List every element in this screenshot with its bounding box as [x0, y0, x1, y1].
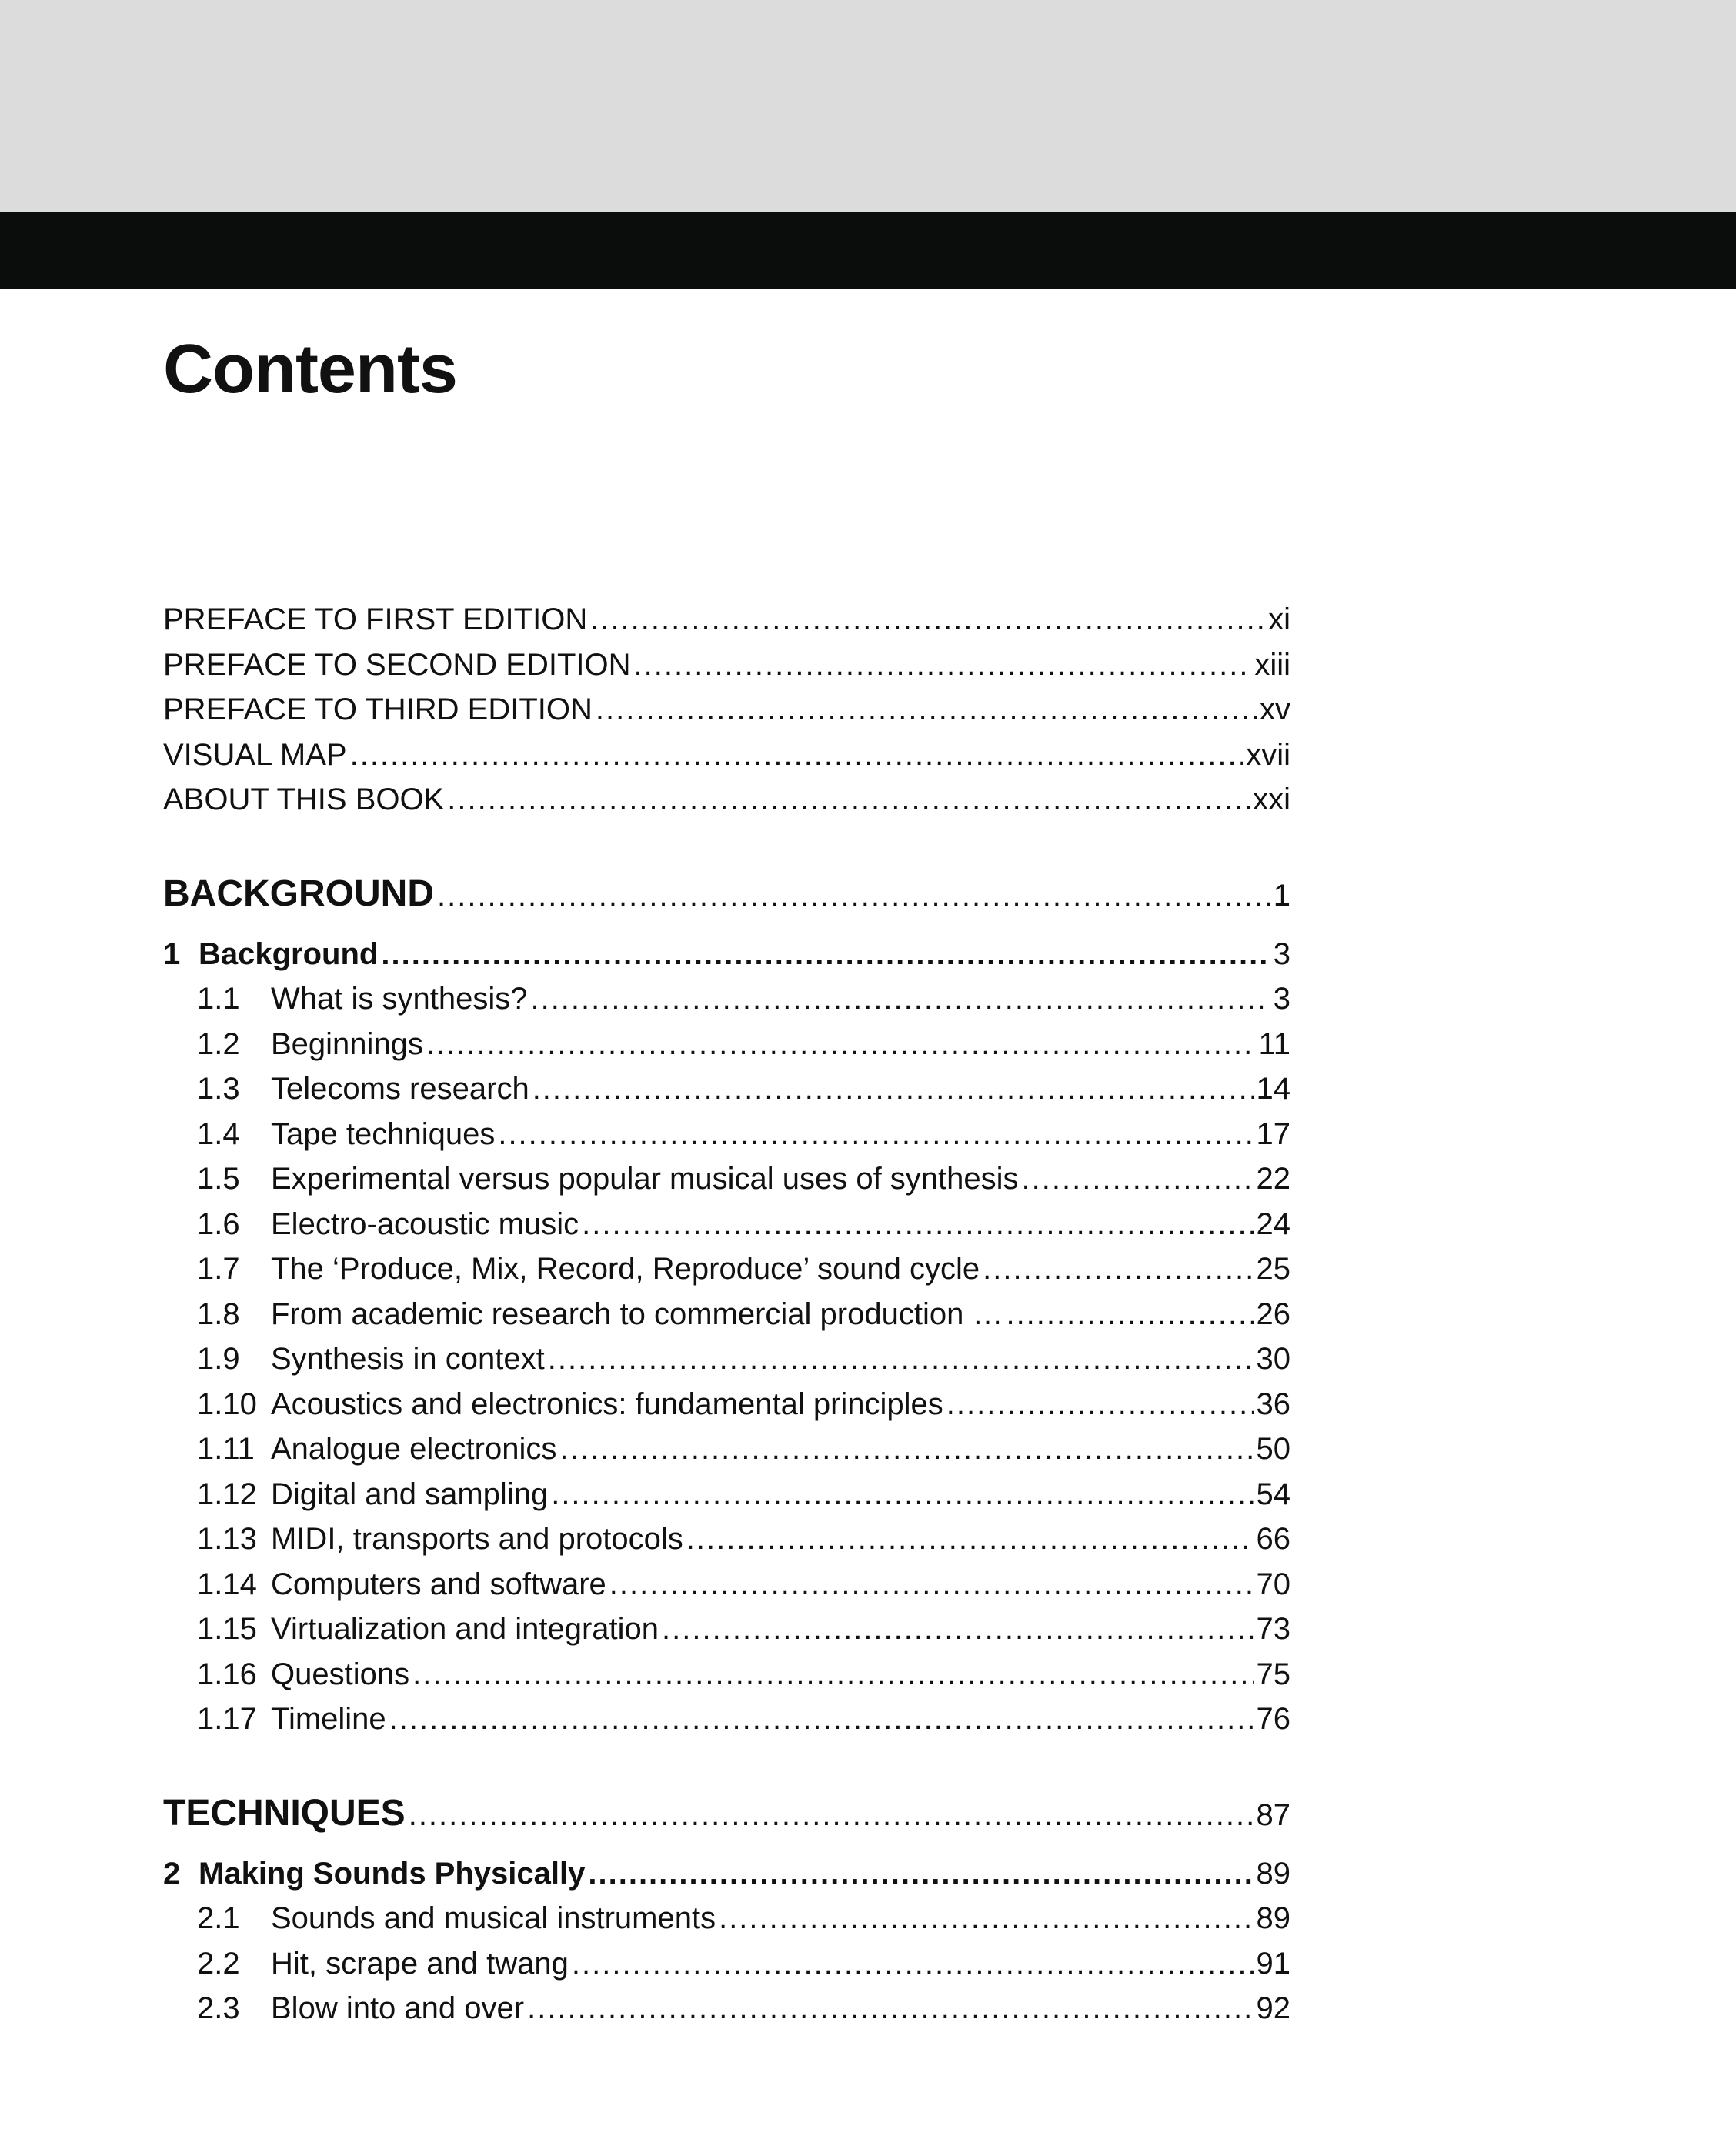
- dot-leader: [634, 642, 1252, 688]
- toc-section-entry-page-number: 11: [1258, 1026, 1290, 1061]
- dot-leader: [1022, 1156, 1254, 1202]
- toc-section-entry-title: Hit, scrape and twang: [271, 1946, 569, 1981]
- toc-section-entry-title: Questions: [271, 1657, 410, 1691]
- toc-chapter-entry-number: 2: [163, 1856, 181, 1891]
- toc-chapter-entry-number: 1: [163, 936, 181, 971]
- dot-leader: [1006, 1292, 1253, 1337]
- toc-section-entry[interactable]: [163, 1697, 1290, 1742]
- toc-section-entry-label: [197, 1941, 569, 1987]
- toc-section-entry[interactable]: [163, 1562, 1290, 1607]
- toc-part-heading-page-number: 87: [1256, 1797, 1290, 1832]
- toc-section-entry-label: [197, 1202, 579, 1247]
- spacer: [163, 1742, 1290, 1785]
- toc-section-entry[interactable]: [163, 1156, 1290, 1202]
- toc-section-entry-page-number: 75: [1256, 1657, 1290, 1691]
- toc-section-entry-page-number: 30: [1256, 1342, 1290, 1376]
- toc-section-entry[interactable]: [163, 1472, 1290, 1517]
- toc-section-entry-title: Synthesis in context: [271, 1342, 545, 1376]
- toc-section-entry-page-number: 92: [1256, 1991, 1290, 2025]
- header-black-band: [0, 212, 1736, 289]
- toc-section-entry[interactable]: [163, 976, 1290, 1022]
- toc-section-entry-number: 1.11: [197, 1432, 255, 1466]
- toc-section-entry-label: [197, 1382, 943, 1427]
- dot-leader: [426, 1022, 1256, 1067]
- toc-front-matter-entry[interactable]: [163, 597, 1290, 642]
- dot-leader: [559, 1427, 1253, 1472]
- toc-section-entry-title: Timeline: [271, 1702, 386, 1736]
- toc-front-matter-entry-label: [163, 687, 593, 733]
- toc-part-heading-title: TECHNIQUES: [163, 1792, 406, 1834]
- toc-chapter-entry-page-number: 3: [1273, 936, 1290, 971]
- toc-section-entry-title: Computers and software: [271, 1567, 606, 1601]
- toc-part-heading-label: [163, 866, 434, 923]
- dot-leader: [412, 1652, 1253, 1697]
- toc-section-entry-number: 2.1: [197, 1901, 240, 1935]
- dot-leader: [719, 1896, 1253, 1941]
- toc-section-entry-page-number: 73: [1256, 1612, 1290, 1646]
- dot-leader: [389, 1697, 1254, 1742]
- toc-front-matter-entry-label: [163, 597, 587, 642]
- spacer: [163, 823, 1290, 866]
- dot-leader: [588, 1851, 1253, 1897]
- toc-section-entry-title: From academic research to commercial production …: [271, 1297, 1003, 1331]
- toc-section-entry-page-number: 70: [1256, 1567, 1290, 1601]
- dot-leader: [946, 1382, 1254, 1427]
- toc-section-entry-number: 1.13: [197, 1522, 257, 1556]
- toc-section-entry[interactable]: [163, 1292, 1290, 1337]
- toc-section-entry-page-number: 66: [1256, 1522, 1290, 1556]
- toc-section-entry-label: [197, 1652, 409, 1697]
- toc-section-entry[interactable]: [163, 1066, 1290, 1112]
- toc-section-entry-number: 2.2: [197, 1946, 240, 1981]
- toc-section-entry[interactable]: [163, 1896, 1290, 1941]
- toc-section-entry-title: Digital and sampling: [271, 1477, 549, 1511]
- toc-section-entry-title: Tape techniques: [271, 1116, 496, 1151]
- toc-section-entry-page-number: 54: [1256, 1477, 1290, 1511]
- toc-section-entry[interactable]: [163, 1941, 1290, 1987]
- toc-front-matter-entry-title: PREFACE TO THIRD EDITION: [163, 693, 593, 726]
- toc-front-matter-entry-title: PREFACE TO SECOND EDITION: [163, 647, 631, 682]
- toc-section-entry-number: 1.8: [197, 1297, 240, 1331]
- dot-leader: [590, 597, 1265, 642]
- toc-chapter-entry-title: Background: [199, 936, 379, 971]
- toc-section-entry-number: 1.3: [197, 1072, 240, 1106]
- toc-section-entry-title: Telecoms research: [271, 1072, 529, 1106]
- toc-section-entry-number: 1.17: [197, 1702, 257, 1736]
- toc-section-entry-label: [197, 1292, 1003, 1337]
- toc-chapter-entry-title: Making Sounds Physically: [199, 1856, 586, 1891]
- toc-front-matter-entry-title: PREFACE TO FIRST EDITION: [163, 602, 588, 636]
- dot-leader: [532, 1066, 1254, 1112]
- toc-section-entry[interactable]: [163, 1427, 1290, 1472]
- toc-front-matter-entry-page-number: xv: [1260, 693, 1290, 726]
- toc-section-entry-number: 2.3: [197, 1991, 240, 2025]
- toc-section-entry[interactable]: [163, 1112, 1290, 1157]
- dot-leader: [572, 1941, 1254, 1987]
- toc-section-entry-number: 1.9: [197, 1342, 240, 1376]
- dot-leader: [582, 1202, 1253, 1247]
- toc-section-entry-title: What is synthesis?: [271, 982, 528, 1016]
- toc-chapter-entry[interactable]: [163, 932, 1290, 977]
- toc-section-entry-label: [197, 1247, 980, 1292]
- toc-section-entry[interactable]: [163, 1517, 1290, 1562]
- toc-section-entry-label: [197, 1066, 529, 1112]
- toc-section-entry-number: 1.15: [197, 1612, 257, 1646]
- toc-section-entry-page-number: 26: [1256, 1297, 1290, 1331]
- dot-leader: [530, 976, 1270, 1022]
- toc-part-heading-page-number: 1: [1273, 878, 1290, 913]
- toc-section-entry-title: Beginnings: [271, 1026, 423, 1061]
- toc-section-entry-title: MIDI, transports and protocols: [271, 1522, 683, 1556]
- toc-section-entry-label: [197, 1896, 716, 1941]
- toc-front-matter-entry-page-number: xxi: [1253, 783, 1290, 816]
- dot-leader: [447, 777, 1250, 823]
- toc-section-entry-page-number: 25: [1256, 1252, 1290, 1286]
- toc-front-matter-entry-page-number: xi: [1268, 602, 1290, 636]
- toc-section-entry-title: Analogue electronics: [271, 1432, 557, 1466]
- toc-section-entry-number: 1.7: [197, 1252, 240, 1286]
- toc-front-matter-entry-label: [163, 777, 444, 823]
- toc-chapter-entry-page-number: 89: [1256, 1856, 1290, 1891]
- dot-leader: [437, 867, 1270, 924]
- toc-section-entry-number: 1.2: [197, 1026, 240, 1061]
- dot-leader: [983, 1247, 1253, 1292]
- toc-section-entry-page-number: 24: [1256, 1207, 1290, 1241]
- toc-section-entry-number: 1.5: [197, 1162, 240, 1196]
- toc-section-entry-title: Sounds and musical instruments: [271, 1901, 716, 1935]
- toc-section-entry-label: [197, 1156, 1019, 1202]
- toc-section-entry-label: [197, 1517, 683, 1562]
- toc-section-entry-title: The ‘Produce, Mix, Record, Reproduce’ sound cycle: [271, 1252, 980, 1286]
- toc-section-entry[interactable]: [163, 1652, 1290, 1697]
- toc-front-matter-entry[interactable]: [163, 687, 1290, 733]
- dot-leader: [350, 733, 1244, 778]
- toc-front-matter-entry-page-number: xvii: [1246, 737, 1290, 772]
- dot-leader: [662, 1607, 1253, 1652]
- header-grey-band: [0, 0, 1736, 212]
- toc-section-entry-label: [197, 1697, 386, 1742]
- toc-part-heading-title: BACKGROUND: [163, 873, 434, 914]
- toc-section-entry-number: 1.4: [197, 1116, 240, 1151]
- toc-section-entry-number: 1.16: [197, 1657, 257, 1691]
- toc-chapter-entry[interactable]: [163, 1851, 1290, 1897]
- toc-section-entry-title: Blow into and over: [271, 1991, 525, 2025]
- toc-front-matter-entry-title: ABOUT THIS BOOK: [163, 783, 445, 816]
- toc-section-entry-page-number: 17: [1256, 1116, 1290, 1151]
- toc-section-entry-label: [197, 1337, 545, 1382]
- toc-section-entry-number: 1.1: [197, 982, 240, 1016]
- toc-section-entry-label: [197, 1472, 548, 1517]
- dot-leader: [381, 932, 1270, 977]
- toc-section-entry-page-number: 76: [1256, 1702, 1290, 1736]
- dot-leader: [551, 1472, 1253, 1517]
- toc-section-entry-page-number: 50: [1256, 1432, 1290, 1466]
- toc-part-heading[interactable]: [163, 1785, 1290, 1842]
- dot-leader: [686, 1517, 1254, 1562]
- toc-chapter-entry-label: [163, 1851, 585, 1897]
- toc-front-matter-entry[interactable]: [163, 777, 1290, 823]
- toc-front-matter-entry[interactable]: [163, 733, 1290, 778]
- dot-leader: [409, 1787, 1254, 1844]
- toc-section-entry-number: 1.6: [197, 1207, 240, 1241]
- dot-leader: [498, 1112, 1253, 1157]
- toc-part-heading[interactable]: [163, 866, 1290, 923]
- toc-section-entry-title: Electro-acoustic music: [271, 1207, 579, 1241]
- toc-section-entry-number: 1.12: [197, 1477, 257, 1511]
- toc-section-entry-label: [197, 1986, 524, 2031]
- toc-section-entry-label: [197, 1427, 556, 1472]
- toc-front-matter-entry-title: VISUAL MAP: [163, 737, 347, 772]
- toc-front-matter-entry-label: [163, 642, 631, 688]
- toc-section-entry-page-number: 22: [1256, 1162, 1290, 1196]
- toc-section-entry[interactable]: [163, 1986, 1290, 2031]
- dot-leader: [596, 687, 1257, 733]
- toc-section-entry[interactable]: [163, 1382, 1290, 1427]
- toc-section-entry[interactable]: [163, 1022, 1290, 1067]
- toc-front-matter-entry[interactable]: [163, 642, 1290, 688]
- toc-section-entry-page-number: 14: [1256, 1072, 1290, 1106]
- toc-part-heading-label: [163, 1785, 406, 1842]
- toc-section-entry-title: Experimental versus popular musical uses of synthesis: [271, 1162, 1019, 1196]
- page-title: Contents: [163, 331, 457, 408]
- table-of-contents: [163, 597, 1290, 2031]
- toc-section-entry-label: [197, 976, 527, 1022]
- toc-front-matter-entry-page-number: xiii: [1254, 647, 1290, 682]
- toc-section-entry[interactable]: [163, 1337, 1290, 1382]
- toc-section-entry-title: Virtualization and integration: [271, 1612, 659, 1646]
- toc-section-entry-label: [197, 1112, 495, 1157]
- toc-section-entry[interactable]: [163, 1607, 1290, 1652]
- toc-section-entry-label: [197, 1607, 659, 1652]
- dot-leader: [548, 1337, 1254, 1382]
- toc-section-entry-page-number: 89: [1256, 1901, 1290, 1935]
- toc-section-entry-number: 1.10: [197, 1387, 257, 1421]
- dot-leader: [527, 1986, 1253, 2031]
- toc-chapter-entry-label: [163, 932, 378, 977]
- toc-section-entry[interactable]: [163, 1202, 1290, 1247]
- toc-section-entry-page-number: 3: [1273, 982, 1290, 1016]
- toc-front-matter-entry-label: [163, 733, 347, 778]
- toc-section-entry[interactable]: [163, 1247, 1290, 1292]
- toc-section-entry-label: [197, 1562, 606, 1607]
- toc-section-entry-page-number: 36: [1256, 1387, 1290, 1421]
- toc-section-entry-label: [197, 1022, 423, 1067]
- toc-section-entry-number: 1.14: [197, 1567, 257, 1601]
- toc-section-entry-page-number: 91: [1256, 1946, 1290, 1981]
- toc-section-entry-title: Acoustics and electronics: fundamental principles: [271, 1387, 943, 1421]
- dot-leader: [609, 1562, 1254, 1607]
